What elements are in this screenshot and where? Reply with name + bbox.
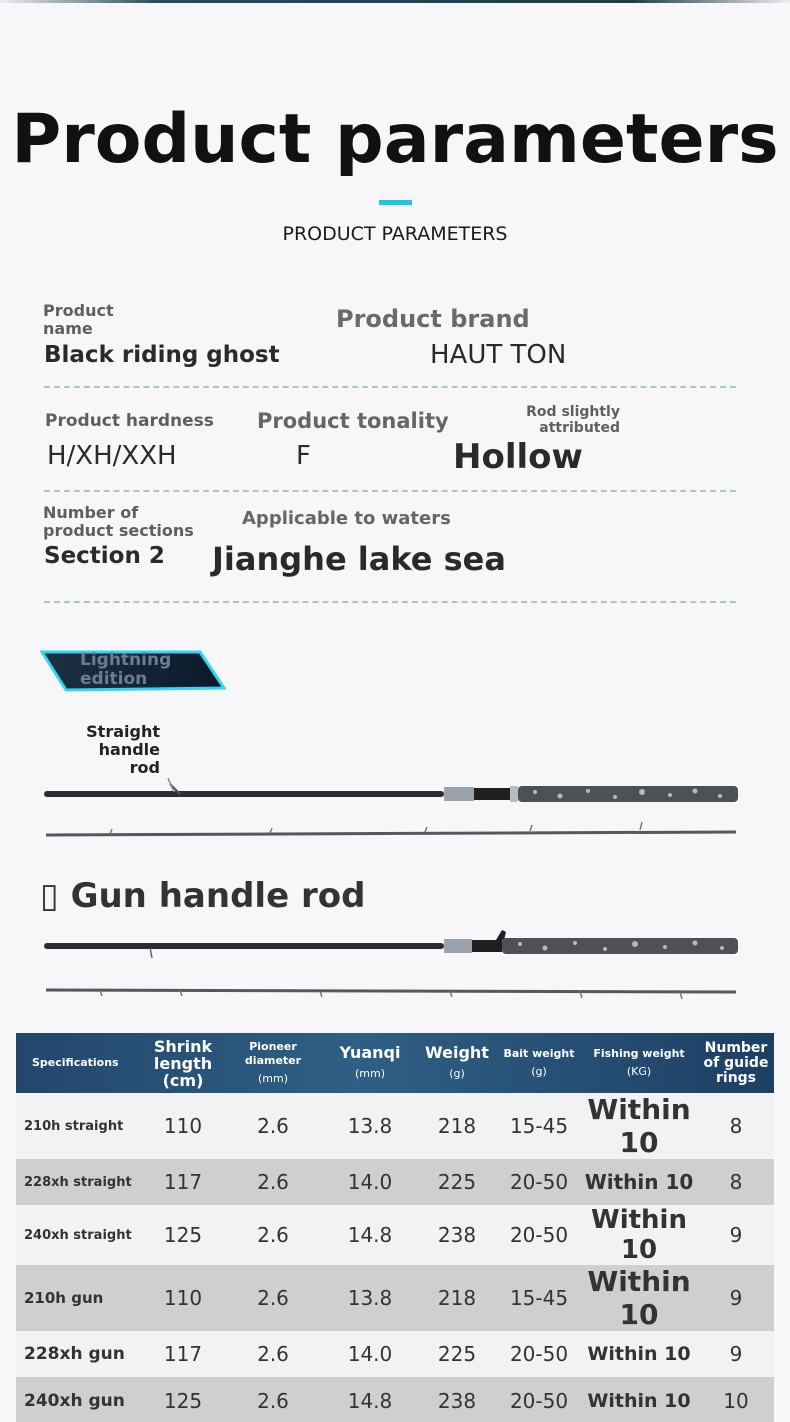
cell-bait: 15-45 (509, 1286, 569, 1310)
divider (44, 601, 736, 603)
table-row (16, 1159, 774, 1205)
cell-yuanqi: 14.8 (347, 1223, 393, 1247)
cell-yuanqi: 14.8 (347, 1389, 393, 1413)
brand-label: Product brand (336, 305, 530, 333)
cell-rings: 8 (729, 1114, 743, 1138)
cell-yuanqi: 14.0 (347, 1342, 393, 1366)
attribute-value: Hollow (453, 437, 583, 477)
header-pioneer-diameter (222, 1033, 324, 1093)
header-yuanqi-unit: (mm) (354, 1067, 385, 1080)
cell-weight: 225 (437, 1170, 477, 1194)
cell-pioneer: 2.6 (257, 1342, 289, 1366)
header-shrink-length (144, 1033, 222, 1093)
header-pioneer-unit: (mm) (257, 1072, 288, 1085)
cell-pioneer: 2.6 (257, 1170, 289, 1194)
top-border (0, 0, 790, 3)
table-header-row (16, 1033, 774, 1093)
attribute-label: Rod slightly attributed (526, 404, 620, 436)
cell-pioneer: 2.6 (257, 1286, 289, 1310)
cell-shrink: 117 (163, 1342, 203, 1366)
page-subtitle: PRODUCT PARAMETERS (282, 223, 508, 245)
cell-bait: 20-50 (509, 1342, 569, 1366)
cell-shrink: 125 (163, 1389, 203, 1413)
cell-spec: 228xh gun (24, 1344, 125, 1364)
header-bait-weight (498, 1033, 580, 1093)
header-bait-unit: (g) (531, 1065, 547, 1078)
header-fishing-weight (580, 1033, 698, 1093)
cell-spec: 240xh gun (24, 1391, 125, 1411)
header-specifications: Specifications (32, 1056, 119, 1069)
header-shrink-text: Shrink length (153, 1036, 213, 1073)
cell-weight: 218 (437, 1114, 477, 1138)
header-guide-rings: Number of guide rings (703, 1039, 769, 1086)
table-row (16, 1331, 774, 1377)
cell-fishing: Within 10 (587, 1343, 691, 1365)
cell-shrink: 110 (163, 1114, 203, 1138)
header-yuanqi (324, 1033, 416, 1093)
title-accent-bar (379, 200, 412, 205)
tonality-value: F (296, 441, 311, 471)
cell-spec: 210h straight (24, 1118, 124, 1134)
page-title: Product parameters (11, 100, 779, 179)
table-row (16, 1205, 774, 1265)
header-shrink-unit: (cm) (162, 1070, 204, 1090)
divider (44, 490, 736, 492)
cell-spec: 228xh straight (24, 1174, 132, 1190)
table-row (16, 1377, 774, 1422)
divider (44, 386, 736, 388)
header-weight-text: Weight (425, 1043, 489, 1062)
tonality-label: Product tonality (257, 409, 449, 433)
cell-weight: 238 (437, 1389, 477, 1413)
gun-handle-icon: ▯ (40, 876, 59, 916)
table-row (16, 1093, 774, 1159)
cell-weight: 238 (437, 1223, 477, 1247)
cell-fishing: Within 10 (587, 1265, 691, 1331)
cell-rings: 9 (729, 1286, 743, 1310)
header-weight-unit: (g) (449, 1067, 465, 1080)
cell-yuanqi: 13.8 (347, 1286, 393, 1310)
waters-value: Jianghe lake sea (212, 540, 506, 578)
header-bait-text: Bait weight (503, 1047, 575, 1060)
cell-fishing: Within 10 (584, 1170, 694, 1194)
cell-shrink: 117 (163, 1170, 203, 1194)
cell-pioneer: 2.6 (257, 1114, 289, 1138)
spec-table (16, 1033, 774, 1422)
gun-rod-image (40, 928, 740, 1003)
gun-handle-heading (40, 876, 365, 916)
brand-value: HAUT TON (430, 340, 567, 370)
hardness-label: Product hardness (45, 411, 214, 431)
cell-shrink: 125 (163, 1223, 203, 1247)
header-yuanqi-text: Yuanqi (339, 1043, 401, 1062)
cell-fishing: Within 10 (587, 1390, 691, 1412)
header-fishing-unit: (KG) (626, 1065, 652, 1078)
cell-pioneer: 2.6 (257, 1389, 289, 1413)
cell-yuanqi: 13.8 (347, 1114, 393, 1138)
cell-pioneer: 2.6 (257, 1223, 289, 1247)
cell-bait: 20-50 (509, 1170, 569, 1194)
sections-value: Section 2 (44, 543, 165, 569)
cell-spec: 210h gun (24, 1289, 104, 1307)
cell-weight: 225 (437, 1342, 477, 1366)
product-name-value: Black riding ghost (44, 342, 280, 368)
header-weight (416, 1033, 498, 1093)
sections-label: Number of product sections (43, 503, 194, 540)
cell-weight: 218 (437, 1286, 477, 1310)
cell-bait: 20-50 (509, 1389, 569, 1413)
cell-rings: 9 (729, 1223, 743, 1247)
header-fishing-text: Fishing weight (593, 1047, 685, 1060)
hardness-value: H/XH/XXH (47, 441, 177, 471)
cell-spec: 240xh straight (24, 1227, 132, 1243)
product-name-label: Product name (43, 301, 114, 338)
edition-badge-label: Lightning edition (80, 650, 172, 689)
cell-fishing: Within 10 (591, 1205, 687, 1265)
cell-rings: 8 (729, 1170, 743, 1194)
straight-rod-image (40, 770, 740, 840)
cell-fishing: Within 10 (587, 1093, 691, 1159)
straight-handle-label: Straight handle rod (86, 722, 160, 777)
cell-bait: 15-45 (509, 1114, 569, 1138)
table-row (16, 1265, 774, 1331)
cell-rings: 9 (729, 1342, 743, 1366)
gun-handle-label: Gun handle rod (70, 876, 366, 916)
waters-label: Applicable to waters (242, 508, 451, 529)
cell-shrink: 110 (163, 1286, 203, 1310)
cell-yuanqi: 14.0 (347, 1170, 393, 1194)
header-pioneer-text: Pioneer diameter (244, 1040, 302, 1067)
cell-rings: 10 (723, 1389, 749, 1413)
cell-bait: 20-50 (509, 1223, 569, 1247)
